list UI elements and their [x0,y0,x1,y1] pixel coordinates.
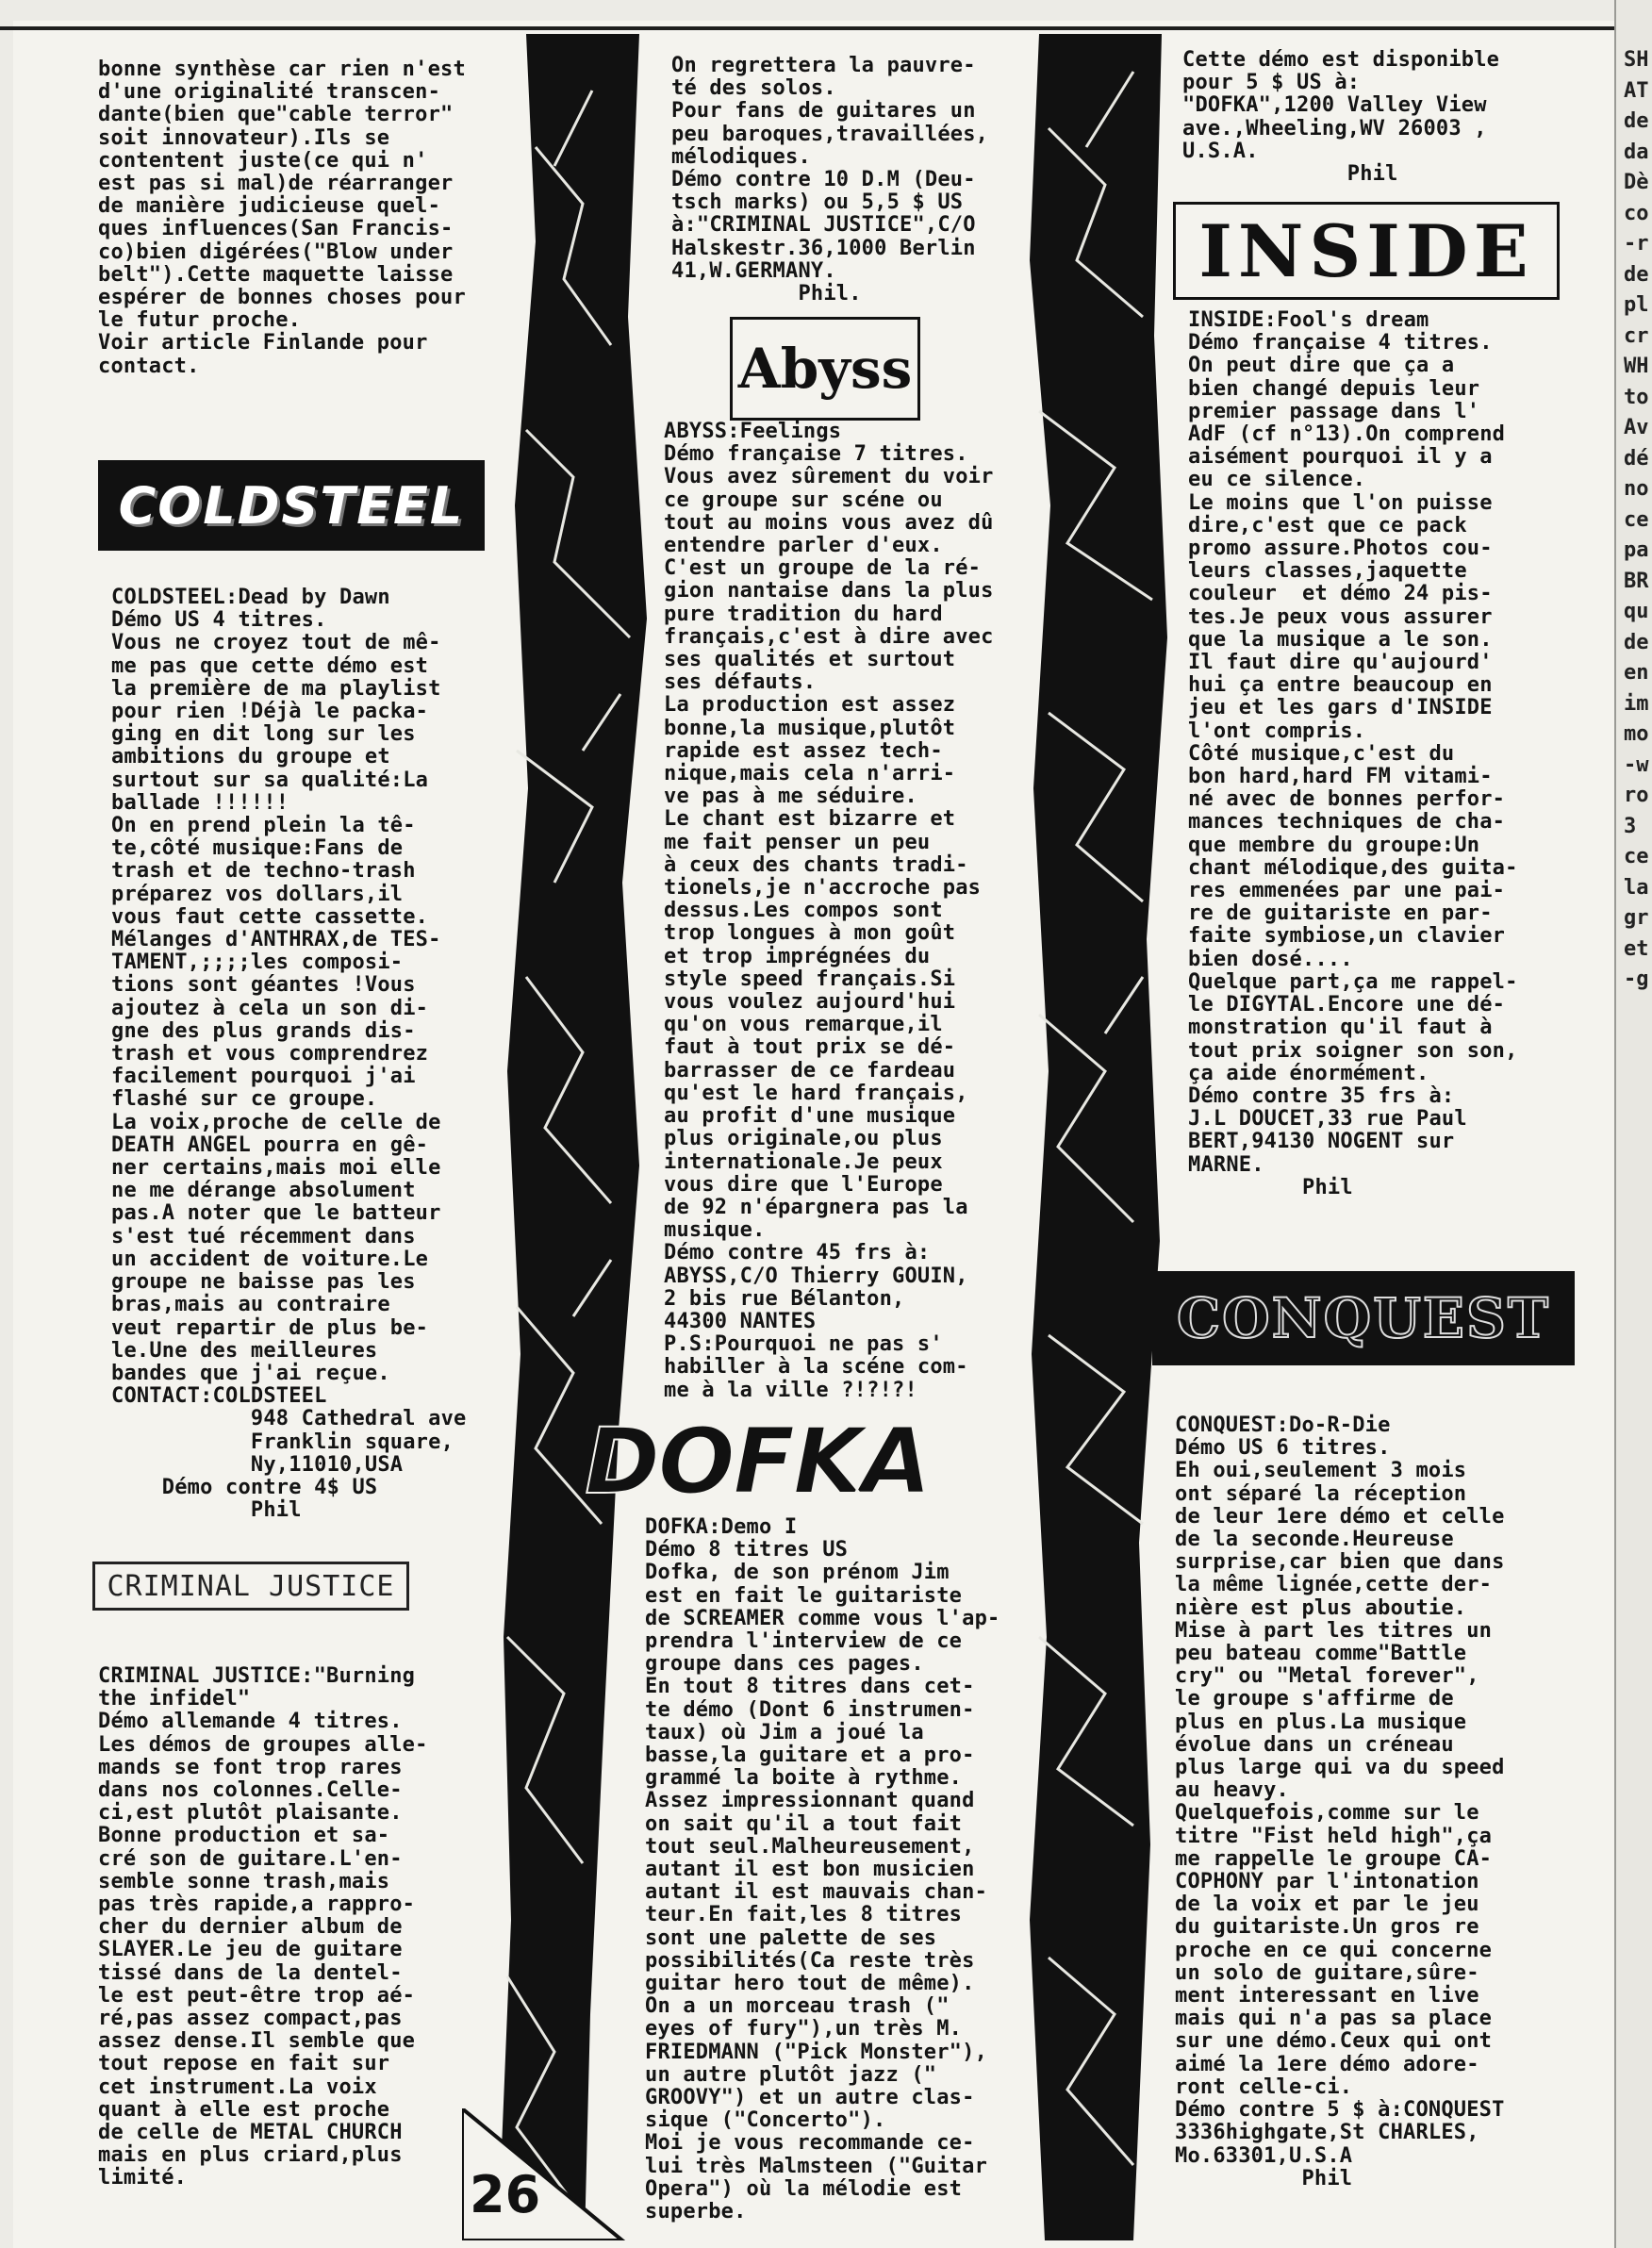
criminal-justice-review: CRIMINAL JUSTICE:"Burning the infidel" Démo allemande 4 titres. Les démos de groupes alle- mands se font trop rares dans nos colonnes.Celle- ci,est plutôt plaisante. Bonne production et sa- cré son de guitare.L'en- semble sonne trash,mais pas très rapide,a rappro- cher du dernier album de SLAYER.Le jeu de guitare tissé dans de la dentel- le est peut-être trop aé- ré,pas assez compact,pas assez dense.Il semble que tout repose en fait sur cet instrument.La voix quant à elle est proche de celle de METAL CHURCH mais en plus criard,plus limité. [98,1664,428,2190]
coldsteel-logo-text: COLDSTEEL [118,475,465,536]
conquest-logo [1152,1271,1575,1365]
column-1-intro: bonne synthèse car rien n'est d'une originalité transcen- dante(bien que"cable terror" soit innovateur).Ils se contentent juste(ce qui n' est pas si mal)de réarranger de manière judicieuse quel- ques influences(San Francis- co)bien digérées("Blow under belt").Cette maquette laisse espérer de bonnes choses pour le futur proche. Voir article Finlande pour contact. [98,58,466,378]
dofka-review: DOFKA:Demo I Démo 8 titres US Dofka, de son prénom Jim est en fait le guitariste de SCREAMER comme vous l'ap- prendra l'interview de ce groupe dans ces pages. En tout 8 titres dans cet- te démo (Dont 6 instrumen- taux) où Jim a joué la basse,la guitare et a pro- grammé la boite à rythme. Assez impressionnant quand on sait qu'il a tout fait tout seul.Malheureusement, autant il est bon musicien autant il est mauvais chan- teur.En fait,les 8 titres sont une palette de ses possibilités(Ca reste très guitar hero tout de même). On a un morceau trash (" eyes of fury"),un très M. FRIEDMANN ("Pick Monster"), un autre plutôt jazz (" GROOVY") et un autre clas- sique ("Concerto"). Moi je vous recommande ce- lui très Malmsteen ("Guitar Opera") où la mélodie est superbe. [645,1515,1000,2224]
page-edge-top [0,0,1652,21]
abyss-review: ABYSS:Feelings Démo française 7 titres. Vous avez sûrement du voir ce groupe sur scéne ou tout au moins vous avez dû entendre parler d'eux. C'est un groupe de la ré- gion nantaise dans la plus pure tradition du hard français,c'est à dire avec ses qualités et surtout ses défauts. La production est assez bonne,la musique,plutôt rapide est assez tech- nique,mais cela n'arri- ve pas à me séduire. Le chant est bizarre et me fait penser un peu à ceux des chants tradi- tionels,je n'accroche pas dessus.Les compos sont trop longues à mon goût et trop imprégnées du style speed français.Si vous voulez aujourd'hui qu'on vous remarque,il faut à tout prix se dé- barrasser de ce fardeau qu'est le hard français, au profit d'une musique plus originale,ou plus internationale.Je peux vous dire que l'Europe de 92 n'épargnera pas la musique. Démo contre 45 frs à: ABYSS,C/O Thierry GOUIN, 2 bis rue Bélanton, 44300 NANTES P.S:Pourquoi ne pas s' habiller à la scéne com- me à la ville ?!?!?! [664,420,994,1402]
abyss-logo-text: Abyss [737,337,913,401]
conquest-logo-text: CONQUEST [1176,1286,1551,1350]
page-edge-left [0,0,13,2248]
conquest-review: CONQUEST:Do-R-Die Démo US 6 titres. Eh oui,seulement 3 mois ont séparé la réception de leur 1ere démo et celle de la seconde.Heureuse surprise,car bien que dans la même lignée,cette der- nière est plus aboutie. Mise à part les titres un peu bateau comme"Battle cry" ou "Metal forever", le groupe s'affirme de plus en plus.La musique évolue dans un créneau plus large qui va du speed au heavy. Quelquefois,comme sur le titre "Fist held high",ça me rappelle le groupe CA- COPHONY par l'intonation de la voix et par le jeu du guitariste.Un gros re proche en ce qui concerne un solo de guitare,sûre- ment interessant en live mais qui n'a pas sa place sur une démo.Ceux qui ont aimé la 1ere démo adore- ront celle-ci. Démo contre 5 $ à:CONQUEST 3336highgate,St CHARLES, Mo.63301,U.S.A Phil [1175,1413,1505,2190]
decorative-band-left [498,34,658,2240]
abyss-logo [730,317,920,421]
criminal-justice-logo-text: CRIMINAL JUSTICE [107,1569,395,1603]
page-number: 26 [470,2165,541,2224]
coldsteel-review: COLDSTEEL:Dead by Dawn Démo US 4 titres. Vous ne croyez tout de mê- me pas que cette démo est la première de ma playlist pour rien !Déjà le packa- ging en dit long sur les ambitions du groupe et surtout sur sa qualité:La ballade !!!!!! On en prend plein la tê- te,côté musique:Fans de trash et de techno-trash préparez vos dollars,il vous faut cette cassette. Mélanges d'ANTHRAX,de TES- TAMENT,;;;;les composi- tions sont géantes !Vous ajoutez à cela un son di- gne des plus grands dis- trash et vous comprendrez facilement pourquoi j'ai flashé sur ce groupe. La voix,proche de celle de DEATH ANGEL pourra en gê- ner certains,mais moi elle ne me dérange absolument pas.A noter que le batteur s'est tué récemment dans un accident de voiture.Le groupe ne baisse pas les bras,mais au contraire veut repartir de plus be- le.Une des meilleures bandes que j'ai reçue. CONTACT:COLDSTEEL 948 Cathedral ave Franklin square, Ny,11010,USA Démo contre 4$ US Phil [111,586,467,1523]
top-rule [0,26,1614,30]
next-page-cutoff-text: SH AT de da Dè co -r de pl cr WH to Av dé no ce pa BR qu de en im mo -w ro 3 ce la gr et -g [1624,48,1649,991]
inside-logo-text: INSIDE [1198,208,1534,293]
coldsteel-logo [98,460,485,551]
criminal-justice-logo [92,1562,409,1611]
decorative-band-right [1020,34,1171,2240]
page-number-box [462,2108,632,2240]
inside-logo [1173,202,1560,300]
inside-review: INSIDE:Fool's dream Démo française 4 titres. On peut dire que ça a bien changé depuis leur premier passage dans l' AdF (cf n°13).On comprend aisément pourquoi il y a eu ce silence. Le moins que l'on puisse dire,c'est que ce pack promo assure.Photos cou- leurs classes,jaquette couleur et démo 24 pis- tes.Je peux vous assurer que la musique a le son. Il faut dire qu'aujourd' hui ça entre beaucoup en jeu et les gars d'INSIDE l'ont compris. Côté musique,c'est du bon hard,hard FM vitami- né avec de bonnes perfor- mances techniques de cha- que membre du groupe:Un chant mélodique,des guita- res emmenées par une pai- re de guitariste en par- faite symbiose,un clavier bien dosé.... Quelque part,ça me rappel- le DIGYTAL.Encore une dé- monstration qu'il faut à tout prix soigner son son, ça aide énormément. Démo contre 35 frs à: J.L DOUCET,33 rue Paul BERT,94130 NOGENT sur MARNE. Phil [1188,308,1518,1199]
dofka-logo [585,1409,930,1514]
column-3-intro: Cette démo est disponible pour 5 $ US à: "DOFKA",1200 Valley View ave.,Wheeling,WV 26003 , U.S.A. Phil [1182,48,1500,187]
dofka-logo-text: DOFKA [585,1409,930,1514]
column-2-intro: On regrettera la pauvre- té des solos. Pour fans de guitares un peu baroques,travaillées, mélodiques. Démo contre 10 D.M (Deu- tsch marks) ou 5,5 $ US à:"CRIMINAL JUSTICE",C/O Halskestr.36,1000 Berlin 41,W.GERMANY. Phil. [671,54,989,306]
